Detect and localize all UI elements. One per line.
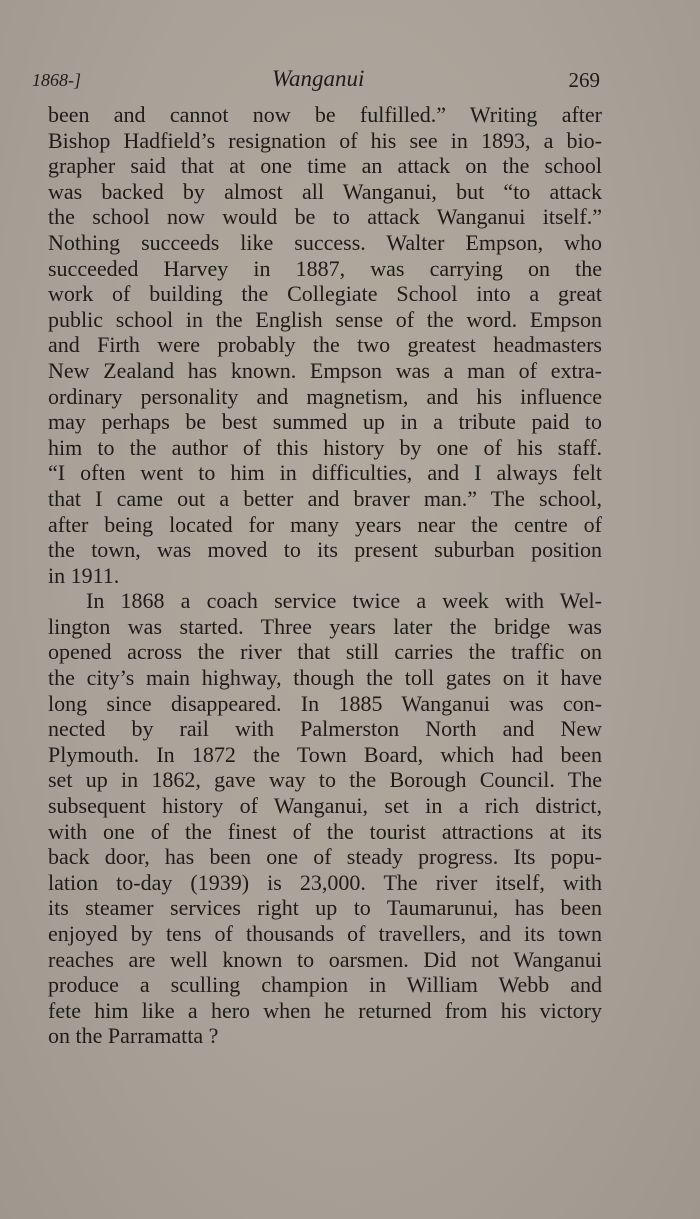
text-line: may perhaps be best summed up in a tribute paid to	[48, 409, 602, 435]
text-line: opened across the river that still carries the traffic on	[48, 639, 602, 665]
text-line: work of building the Collegiate School into a great	[48, 281, 602, 307]
text-line: after being located for many years near the centre of	[48, 511, 602, 537]
paragraph-end-line: in 1911.	[48, 562, 120, 588]
text-line: grapher said that at one time an attack on the school	[48, 153, 602, 179]
text-line: was backed by almost all Wanganui, but “to attack	[48, 178, 602, 204]
text-line: the school now would be to attack Wanganui itself.”	[48, 204, 602, 230]
text-line: New Zealand has known. Empson was a man of extra-	[48, 357, 602, 383]
text-line: enjoyed by tens of thousands of travellers, and its town	[48, 921, 602, 946]
text-line: him to the author of this history by one of his staff.	[48, 434, 602, 460]
text-line: nected by rail with Palmerston North and New	[48, 716, 602, 742]
text-line: public school in the English sense of the word. Empson	[48, 306, 602, 332]
text-line: lington was started. Three years later the bridge was	[48, 613, 602, 639]
text-line: back door, has been one of steady progress. Its popu-	[48, 844, 602, 870]
running-head-date: 1868-]	[32, 70, 81, 90]
text-line: succeeded Harvey in 1887, was carrying on the	[48, 255, 602, 281]
text-line: the town, was moved to its present suburban position	[48, 537, 602, 563]
text-line: Bishop Hadfield’s resignation of his see in 1893, a bio-	[48, 127, 602, 153]
text-line: been and cannot now be fulfilled.” Writing after	[48, 102, 602, 127]
text-line: its steamer services right up to Taumarunui, has been	[48, 895, 602, 921]
text-line: fete him like a hero when he returned from his victory	[48, 997, 602, 1023]
text-line: and Firth were probably the two greatest headmasters	[48, 332, 602, 358]
text-line: with one of the finest of the tourist attractions at its	[48, 818, 602, 844]
text-line: that I came out a better and braver man.” The school,	[48, 485, 602, 511]
text-line: produce a sculling champion in William Webb and	[48, 972, 602, 998]
text-line: Nothing succeeds like success. Walter Empson, who	[48, 229, 602, 255]
text-line: Plymouth. In 1872 the Town Board, which had been	[48, 741, 602, 767]
running-head-title: Wanganui	[272, 66, 365, 91]
page-number: 269	[568, 68, 600, 92]
text-line: ordinary personality and magnetism, and his influence	[48, 383, 602, 409]
text-line: lation to-day (1939) is 23,000. The river itself, with	[48, 869, 602, 895]
text-line: reaches are well known to oarsmen. Did not Wanganui	[48, 946, 602, 972]
text-line: set up in 1862, gave way to the Borough Council. The	[48, 767, 602, 793]
paragraph-end-line: on the Parramatta ?	[48, 1023, 219, 1049]
running-head	[32, 66, 600, 98]
body-text	[48, 102, 602, 1049]
text-line: the city’s main highway, though the toll gates on it have	[48, 665, 602, 691]
text-line: “I often went to him in difficulties, and I always felt	[48, 460, 602, 486]
text-line: subsequent history of Wanganui, set in a rich district,	[48, 793, 602, 819]
text-line: long since disappeared. In 1885 Wanganui was con-	[48, 690, 602, 716]
paragraph-start-line: In 1868 a coach service twice a week with Wel-	[86, 588, 602, 614]
